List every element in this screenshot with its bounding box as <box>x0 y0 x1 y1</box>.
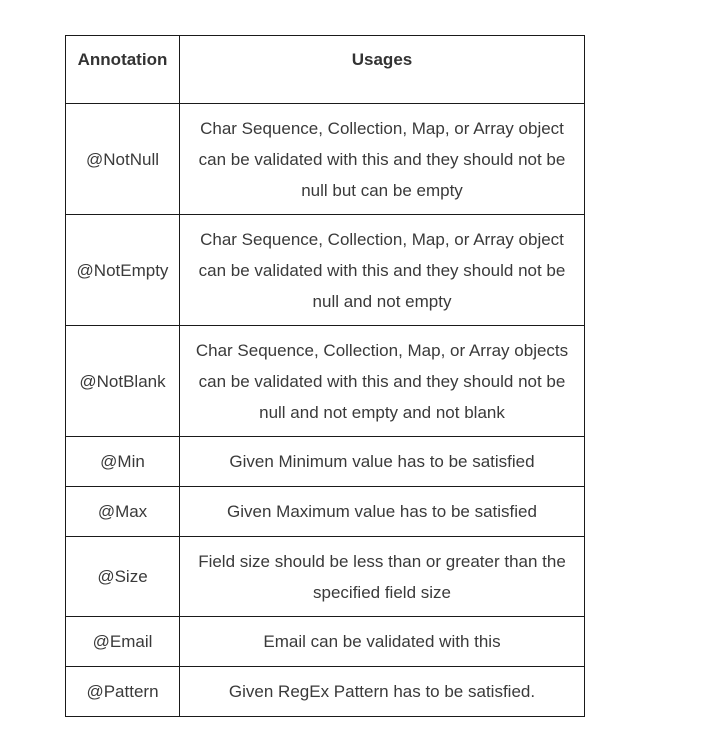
table-row <box>66 437 585 487</box>
clipped-text-below <box>0 727 703 735</box>
table-row <box>66 487 585 537</box>
usage-cell: Char Sequence, Collection, Map, or Array object can be validated with this and they should not be null but can be empty <box>180 104 585 215</box>
usage-cell: Email can be validated with this <box>180 617 585 667</box>
table-row <box>66 215 585 326</box>
annotations-table <box>65 35 585 717</box>
annotation-cell: @NotNull <box>66 104 180 215</box>
table-row <box>66 617 585 667</box>
usage-cell: Field size should be less than or greater than the specified field size <box>180 537 585 617</box>
annotation-cell: @Size <box>66 537 180 617</box>
clipped-text-above <box>0 0 703 8</box>
table-row <box>66 667 585 717</box>
table-header-row <box>66 36 585 104</box>
annotation-cell: @Max <box>66 487 180 537</box>
usage-cell: Char Sequence, Collection, Map, or Array objects can be validated with this and they should not be null and not empty and not blank <box>180 326 585 437</box>
annotation-cell: @Pattern <box>66 667 180 717</box>
table-row <box>66 537 585 617</box>
usage-cell: Given Minimum value has to be satisfied <box>180 437 585 487</box>
header-usages: Usages <box>180 36 585 104</box>
annotation-cell: @NotEmpty <box>66 215 180 326</box>
annotation-cell: @NotBlank <box>66 326 180 437</box>
annotation-cell: @Email <box>66 617 180 667</box>
table-row <box>66 326 585 437</box>
usage-cell: Given Maximum value has to be satisfied <box>180 487 585 537</box>
usage-cell: Char Sequence, Collection, Map, or Array object can be validated with this and they should not be null and not empty <box>180 215 585 326</box>
header-annotation: Annotation <box>66 36 180 104</box>
annotation-cell: @Min <box>66 437 180 487</box>
table-row <box>66 104 585 215</box>
usage-cell: Given RegEx Pattern has to be satisfied. <box>180 667 585 717</box>
